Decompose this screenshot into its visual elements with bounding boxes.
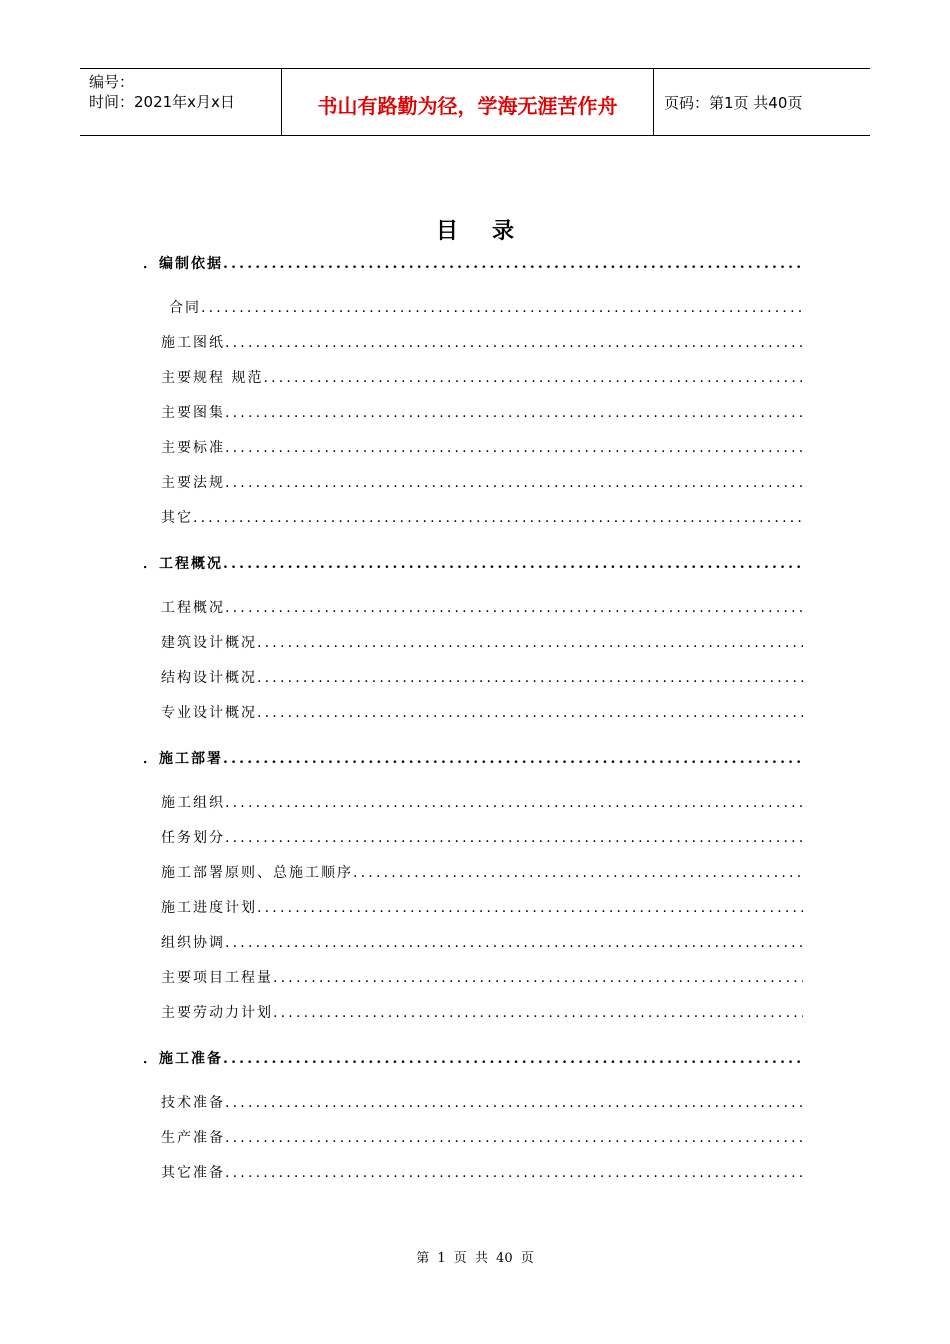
motto-text: 书山有路勤为径，学海无涯苦作舟 — [317, 93, 618, 118]
toc-item[interactable] — [161, 633, 803, 653]
toc-item[interactable] — [161, 438, 803, 458]
toc-item[interactable] — [161, 403, 803, 423]
toc-item-label: 主要劳动力计划 — [161, 1005, 273, 1021]
toc-section-label: ．施工准备 — [143, 1051, 223, 1067]
toc-item-label: 主要图集 — [161, 405, 225, 421]
toc-section-label: ．工程概况 — [143, 556, 223, 572]
toc-item-label: 施工部署原则、总施工顺序 — [161, 865, 353, 881]
toc-item[interactable] — [161, 368, 803, 388]
dot-leader — [223, 554, 803, 574]
toc-item-label: 主要标准 — [161, 440, 225, 456]
toc-item[interactable] — [161, 828, 803, 848]
toc-item-label: 技术准备 — [161, 1095, 225, 1111]
toc-item[interactable] — [161, 1003, 803, 1023]
toc-section-label: ．施工部署 — [143, 751, 223, 767]
toc-item-label: 结构设计概况 — [161, 670, 257, 686]
dot-leader — [225, 598, 803, 618]
toc-item-label: 任务划分 — [161, 830, 225, 846]
toc-item[interactable] — [161, 863, 803, 883]
dot-leader — [263, 368, 803, 388]
page-footer: 第 1 页 共 40 页 — [416, 1251, 534, 1266]
toc-item[interactable] — [161, 1128, 803, 1148]
dot-leader — [257, 668, 803, 688]
toc-item[interactable] — [161, 1093, 803, 1113]
toc-item[interactable] — [161, 473, 803, 493]
dot-leader — [353, 863, 803, 883]
toc-item-label: 主要法规 — [161, 475, 225, 491]
dot-leader — [225, 1128, 803, 1148]
toc-section-1[interactable] — [143, 254, 803, 274]
dot-leader — [223, 1049, 803, 1069]
toc-item[interactable] — [161, 668, 803, 688]
toc-item-label: 主要项目工程量 — [161, 970, 273, 986]
toc-item-label: 其它 — [161, 510, 193, 526]
dot-leader — [225, 473, 803, 493]
page-header — [80, 68, 870, 136]
dot-leader — [225, 403, 803, 423]
header-page-info — [654, 69, 870, 135]
dot-leader — [257, 703, 803, 723]
dot-leader — [225, 828, 803, 848]
toc-title: 目录 — [435, 218, 548, 244]
toc-item[interactable] — [161, 598, 803, 618]
dot-leader — [193, 508, 803, 528]
header-motto — [281, 69, 654, 135]
toc-item[interactable] — [161, 898, 803, 918]
toc-item[interactable] — [161, 333, 803, 353]
dot-leader — [257, 633, 803, 653]
toc-item[interactable] — [161, 508, 803, 528]
toc-item-label: 其它准备 — [161, 1165, 225, 1181]
dot-leader — [225, 438, 803, 458]
dot-leader — [225, 793, 803, 813]
dot-leader — [257, 898, 803, 918]
dot-leader — [273, 968, 803, 988]
toc-item[interactable] — [161, 793, 803, 813]
dot-leader — [225, 933, 803, 953]
dot-leader — [225, 1163, 803, 1183]
toc-item-label: 施工组织 — [161, 795, 225, 811]
toc-item-label: 工程概况 — [161, 600, 225, 616]
toc-item-label: 专业设计概况 — [161, 705, 257, 721]
toc-section-2[interactable] — [143, 554, 803, 574]
toc-item[interactable] — [161, 1163, 803, 1183]
toc-item-label: 建筑设计概况 — [161, 635, 257, 651]
dot-leader — [225, 1093, 803, 1113]
toc-item-label: 主要规程 规范 — [161, 370, 264, 386]
toc-section-4[interactable] — [143, 1049, 803, 1069]
date-text: 时间：2021年x月x日 — [89, 93, 235, 111]
toc-item[interactable] — [161, 703, 803, 723]
toc-section-3[interactable] — [143, 749, 803, 769]
page-info-text: 页码：第1页 共40页 — [664, 93, 803, 112]
toc-item[interactable] — [161, 968, 803, 988]
dot-leader — [225, 333, 803, 353]
toc-item[interactable] — [161, 933, 803, 953]
dot-leader — [223, 254, 803, 274]
toc-item[interactable] — [169, 298, 803, 318]
toc-section-label: ．编制依据 — [143, 256, 223, 272]
toc-item-label: 合同 — [169, 300, 201, 316]
toc-item-label: 施工图纸 — [161, 335, 225, 351]
dot-leader — [223, 749, 803, 769]
toc-item-label: 生产准备 — [161, 1130, 225, 1146]
serial-label: 编号： — [89, 73, 135, 91]
toc-item-label: 施工进度计划 — [161, 900, 257, 916]
dot-leader — [201, 298, 803, 318]
header-meta — [80, 69, 281, 135]
dot-leader — [273, 1003, 803, 1023]
toc-item-label: 组织协调 — [161, 935, 225, 951]
